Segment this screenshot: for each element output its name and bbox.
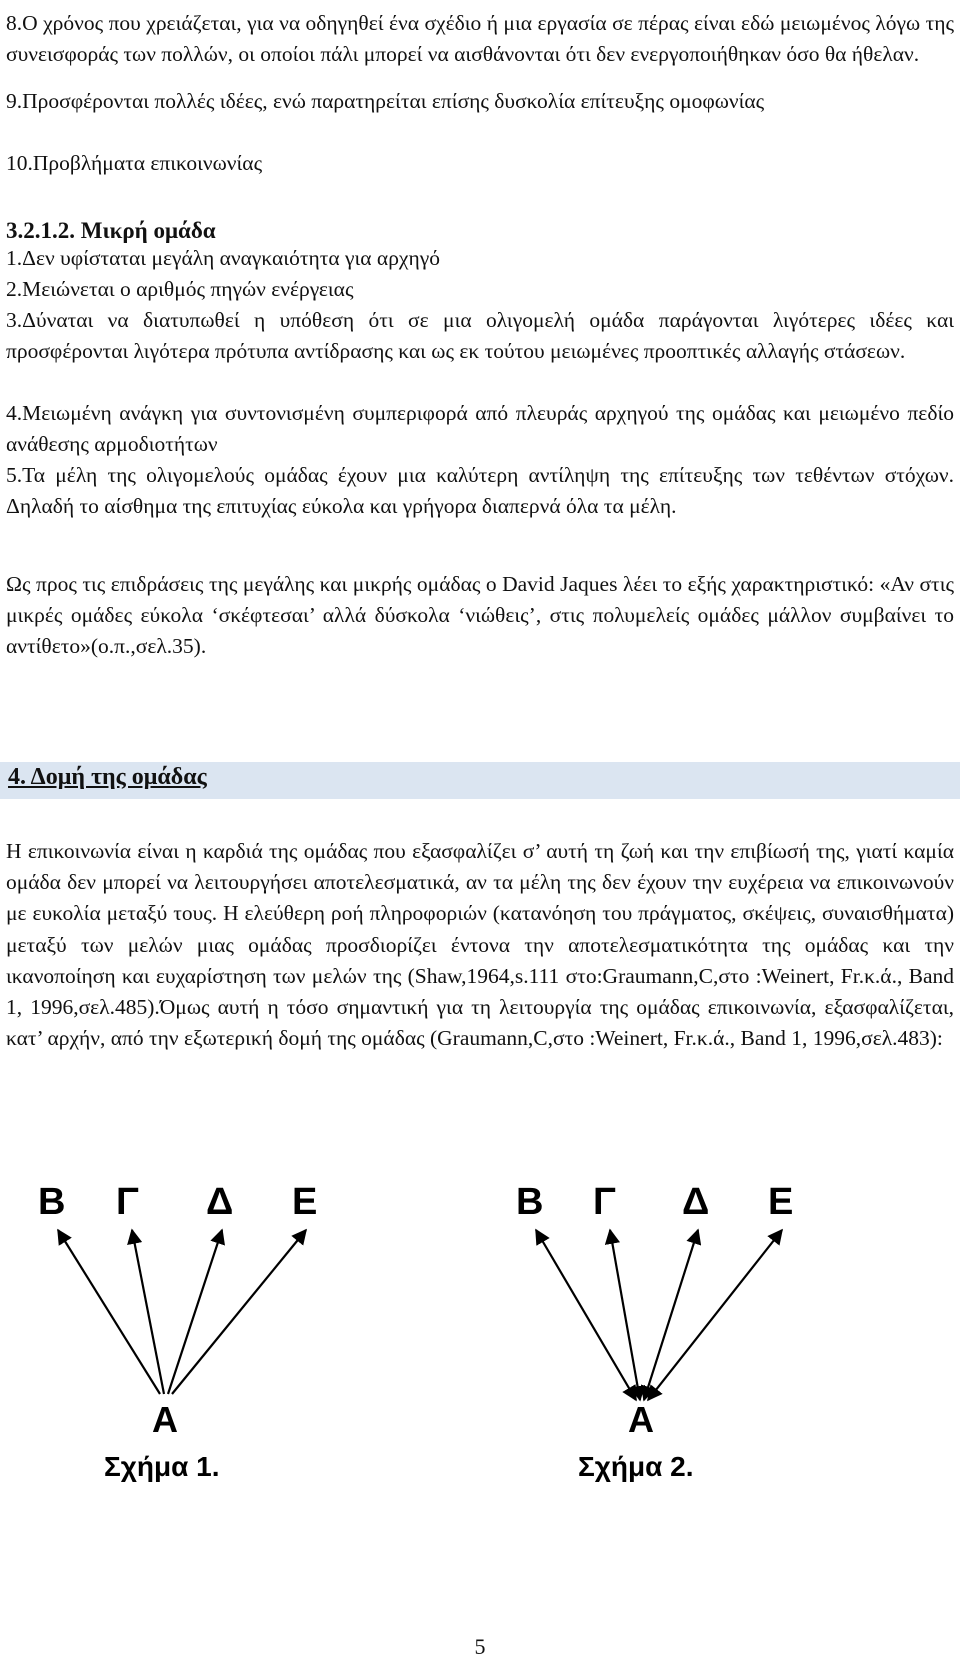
diagram-2-label-a: Α <box>628 1399 654 1440</box>
diagram-2-label-d: Δ <box>682 1181 710 1223</box>
diagram-1-label-b: Β <box>38 1181 66 1223</box>
quote-paragraph: Ως προς τις επιδράσεις της μεγάλης και μικρής ομάδας ο David Jaques λέει το εξής χαρακτηριστικό: «Αν στις μικρές ομάδες εύκολα ‘σκέφτεσαι’ αλλά δύσκολα ‘νιώθεις’, στις πολυμελείς ομάδες μάλλον συμβαίνει το αντίθετο»(ο.π.,σελ.35). <box>6 572 954 658</box>
small-group-item-2: 2.Μειώνεται ο αριθμός πηγών ενέργειας <box>6 277 354 301</box>
diagram-1-label-g: Γ <box>116 1181 139 1223</box>
diagram-2-caption: Σχήμα 2. <box>578 1451 694 1482</box>
diagram-1-label-d: Δ <box>206 1181 234 1223</box>
communication-diagrams <box>0 1170 960 1490</box>
list-item-8: 8.Ο χρόνος που χρειάζεται, για να οδηγηθεί ένα σχέδιο ή μια εργασία σε πέρας είναι εδώ μειωμένος λόγω της συνεισφοράς των πολλών, οι οποίοι πάλι μπορεί να αισθάνονται ότι δεν ενεργοποιήθηκαν όσο θα ήθελαν. <box>6 11 954 66</box>
diagram-1 <box>38 1181 317 1482</box>
section-paragraph: Η επικοινωνία είναι η καρδιά της ομάδας που εξασφαλίζει σ’ αυτή τη ζωή και την επιβίωσή της, γιατί καμία ομάδα δεν μπορεί να λειτουργήσει αποτελεσματικά, αν τα μέλη της δεν έχουν την ευχέρεια να επικοινωνούν με ευκολία μεταξύ τους. Η ελεύθερη ροή πληροφοριών (κατανόηση του πράγματος, σκέψεις, συναισθήματα) μεταξύ των μελών μιας ομάδας προσδιορίζει έντονα την αποτελεσματικότητα της ομάδας και την ικανοποίηση και ευχαρίστηση των μελών της (Shaw,1964,s.111 στο:Graumann,C,στο :Weinert, Fr.κ.ά., Band 1, 1996,σελ.485).Όμως αυτή η τόσο σημαντική για τη λειτουργία της ομάδας επικοινωνία, εξασφαλίζεται, κατ’ αρχήν, από την εξωτερική δομή της ομάδας (Graumann,C,στο :Weinert, Fr.κ.ά., Band 1, 1996,σελ.483): <box>6 839 954 1051</box>
diagram-1-arrow-g <box>132 1230 164 1394</box>
diagram-1-arrow-d <box>168 1230 222 1394</box>
page-number: 5 <box>474 1634 486 1659</box>
section-title: 4. Δομή της ομάδας <box>8 764 207 790</box>
diagram-1-arrow-b <box>58 1230 160 1394</box>
diagram-1-caption: Σχήμα 1. <box>104 1451 220 1482</box>
diagram-1-arrow-e <box>172 1230 306 1394</box>
diagram-2 <box>516 1181 793 1482</box>
subsection-heading: 3.2.1.2. Μικρή ομάδα <box>6 218 216 243</box>
diagram-2-label-e: Ε <box>768 1181 794 1223</box>
list-item-10: 10.Προβλήματα επικοινωνίας <box>6 151 263 175</box>
diagram-2-arrow-b <box>536 1230 636 1400</box>
small-group-item-3: 3.Δύναται να διατυπωθεί η υπόθεση ότι σε μια ολιγομελή ομάδα παράγονται λιγότερες ιδέες και προσφέρονται λιγότερα πρότυπα αντίδρασης και ως εκ τούτου μειωμένες προοπτικές αλλαγής στάσεων. <box>6 308 954 363</box>
diagram-1-label-a: Α <box>152 1399 178 1440</box>
diagram-1-label-e: Ε <box>292 1181 318 1223</box>
small-group-item-5: 5.Τα μέλη της ολιγομελούς ομάδας έχουν μια καλύτερη αντίληψη της επίτευξης των τεθέντων στόχων. Δηλαδή το αίσθημα της επιτυχίας εύκολα και γρήγορα διαπερνά όλα τα μέλη. <box>6 463 954 518</box>
diagram-2-label-b: Β <box>516 1181 544 1223</box>
diagram-2-arrow-g <box>610 1230 640 1400</box>
list-item-9: 9.Προσφέρονται πολλές ιδέες, ενώ παρατηρείται επίσης δυσκολία επίτευξης ομοφωνίας <box>6 89 765 113</box>
small-group-item-4: 4.Μειωμένη ανάγκη για συντονισμένη συμπεριφορά από πλευράς αρχηγού της ομάδας και μειωμένο πεδίο ανάθεσης αρμοδιοτήτων <box>6 401 954 456</box>
diagram-2-label-g: Γ <box>593 1181 616 1223</box>
small-group-item-1: 1.Δεν υφίσταται μεγάλη αναγκαιότητα για αρχηγό <box>6 246 440 270</box>
diagram-2-arrow-e <box>648 1230 782 1400</box>
diagram-2-arrow-d <box>644 1230 698 1400</box>
